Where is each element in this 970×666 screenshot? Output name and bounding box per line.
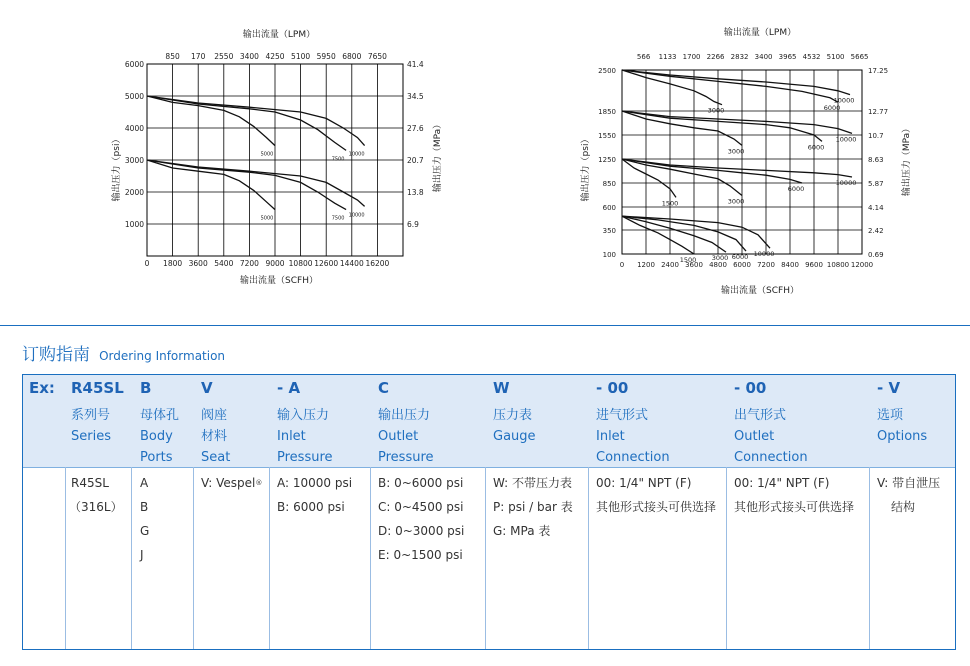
column-value: E: 0~1500 psi	[378, 548, 463, 562]
chart-right-xtoptick: 2832	[730, 53, 749, 61]
chart-right-series-label: 3000	[707, 106, 725, 115]
chart-right-xtick: 7200	[757, 261, 775, 269]
column-header	[378, 405, 434, 468]
chart-right-y2tick: 2.42	[868, 227, 884, 235]
chart-left-series-line	[147, 160, 346, 210]
column-value: W: 不带压力表	[493, 476, 573, 490]
chart-left-xtoptick: 4250	[265, 52, 285, 61]
column-header-zh: 压力表	[493, 408, 533, 423]
column-separator	[131, 467, 132, 649]
chart-right-ytick: 600	[602, 204, 616, 212]
chart-right-series-line	[622, 159, 852, 177]
column-values	[493, 471, 573, 543]
column-code: - A	[277, 379, 301, 397]
ex-label: Ex:	[29, 379, 55, 397]
column-header-zh: 输入压力	[277, 408, 330, 423]
ordering-table	[22, 374, 956, 650]
chart-left-xtoptick: 7650	[367, 52, 387, 61]
column-header-en2: Ports	[140, 450, 173, 465]
column-values	[378, 471, 464, 567]
chart-left-bottom-xlabel: 输出流量（SCFH）	[240, 276, 318, 286]
column-value: B	[140, 500, 149, 514]
chart-left-series-label: 5000	[260, 215, 274, 222]
chart-right-ytick: 1250	[598, 156, 616, 164]
chart-left-xtick: 12600	[314, 259, 339, 268]
chart-left-series-label: 7500	[331, 156, 345, 163]
chart-left-xtick: 7200	[239, 259, 259, 268]
chart-left-xtick: 1800	[163, 259, 183, 268]
chart-right-xtick: 3600	[685, 261, 703, 269]
ordering-title	[22, 340, 225, 365]
column-header-zh: 母体孔	[140, 408, 180, 423]
column-header-en: Outlet	[378, 429, 419, 444]
chart-left-ytick: 5000	[124, 92, 144, 101]
column-value: （316L）	[69, 500, 123, 514]
column-values	[596, 471, 716, 519]
chart-left-xtoptick: 2550	[214, 52, 234, 61]
column-separator	[269, 467, 270, 649]
column-value: 00: 1/4" NPT (F)	[734, 476, 830, 490]
chart-left-series-line	[147, 160, 365, 206]
column-code: C	[378, 379, 390, 397]
chart-right-xtick: 8400	[781, 261, 799, 269]
chart-right-series-label: 1500	[679, 256, 697, 264]
column-value: 其他形式接头可供选择	[734, 500, 855, 514]
ordering-title-en: Ordering Information	[99, 349, 226, 363]
chart-right-ylabel: 输出压力（psi）	[581, 134, 591, 202]
chart-left-y2tick: 27.6	[407, 124, 424, 133]
chart-right-ytick: 850	[602, 180, 616, 188]
chart-left-y2label: 输出压力（MPa）	[433, 119, 443, 193]
column-header-en: Series	[71, 429, 111, 444]
column-header-zh: 进气形式	[596, 408, 649, 423]
chart-right-ytick: 1550	[598, 132, 616, 140]
column-header-en2: Pressure	[277, 450, 333, 465]
column-header-en: Inlet	[277, 429, 306, 444]
chart-right-xtoptick: 3965	[778, 53, 797, 61]
chart-right-xtick: 9600	[805, 261, 823, 269]
column-header-zh: 系列号	[71, 408, 111, 423]
chart-right-series-line	[622, 111, 742, 145]
chart-left-xtick: 14400	[339, 259, 364, 268]
chart-left-xtoptick: 170	[191, 52, 206, 61]
column-header-en2: Connection	[596, 450, 670, 465]
chart-right-y2tick: 12.77	[868, 108, 889, 116]
chart-right-xtoptick: 566	[636, 53, 651, 61]
chart-right-xtick: 12000	[850, 261, 874, 269]
chart-right-xtick: 2400	[661, 261, 679, 269]
column-value: 其他形式接头可供选择	[596, 500, 717, 514]
column-value: D: 0~3000 psi	[378, 524, 465, 538]
chart-left-xtick: 0	[144, 259, 150, 268]
column-values	[201, 471, 262, 495]
chart-right-series-label: 6000	[823, 104, 841, 113]
column-header	[201, 405, 230, 468]
column-header-zh: 输出压力	[378, 408, 431, 423]
chart-left-ytick: 1000	[124, 220, 144, 229]
column-header-en: 材料	[201, 429, 228, 444]
column-header-en: Outlet	[734, 429, 775, 444]
column-value: A: 10000 psi	[277, 476, 353, 490]
chart-left-series-label: 7500	[331, 215, 345, 222]
column-values	[877, 471, 940, 519]
chart-left-xtick: 5400	[214, 259, 234, 268]
column-separator	[193, 467, 194, 649]
chart-right-series-label: 3000	[727, 197, 745, 206]
chart-right-xtick: 1200	[637, 261, 655, 269]
ordering-title-zh: 订购指南	[22, 345, 90, 365]
column-separator	[588, 467, 589, 649]
column-value: P: psi / bar 表	[493, 500, 573, 514]
column-value: C: 0~4500 psi	[378, 500, 464, 514]
section-divider	[0, 325, 970, 326]
chart-left-top-xlabel: 输出流量（LPM）	[242, 30, 316, 40]
chart-right-xtoptick: 5665	[850, 53, 869, 61]
chart-right-xtoptick: 1133	[658, 53, 677, 61]
chart-right-y2tick: 4.14	[868, 204, 884, 212]
chart-right-y2label: 输出压力（MPa）	[902, 123, 912, 197]
column-code: W	[493, 379, 510, 397]
column-code: B	[140, 379, 152, 397]
column-values	[71, 471, 123, 519]
column-code: R45SL	[71, 379, 124, 397]
column-value: V: Vespel®	[201, 476, 263, 490]
chart-right-xtoptick: 2266	[706, 53, 725, 61]
chart-right-top-xlabel: 输出流量（LPM）	[723, 28, 797, 38]
column-separator	[726, 467, 727, 649]
chart-left-y2tick: 34.5	[407, 92, 424, 101]
column-value: 结构	[891, 500, 916, 514]
column-values	[277, 471, 352, 519]
column-header-zh: 阀座	[201, 408, 228, 423]
chart-left-ytick: 3000	[124, 156, 144, 165]
chart-right-xtoptick: 4532	[802, 53, 821, 61]
chart-right-y2tick: 17.25	[868, 67, 889, 75]
chart-right-xtick: 4800	[709, 261, 727, 269]
column-header-en: Gauge	[493, 429, 536, 444]
column-header	[877, 405, 927, 447]
chart-left-y2tick: 6.9	[407, 220, 419, 229]
column-values	[140, 471, 149, 567]
chart-right-y2tick: 5.87	[868, 180, 884, 188]
column-values	[734, 471, 854, 519]
chart-left-y2tick: 13.8	[407, 188, 424, 197]
column-header	[493, 405, 536, 447]
chart-left-series-label: 5000	[260, 151, 274, 158]
column-header-en: Body	[140, 429, 173, 444]
column-separator	[65, 467, 66, 649]
column-value: 00: 1/4" NPT (F)	[596, 476, 692, 490]
chart-right-series-label: 3000	[711, 254, 729, 263]
chart-right-series-label: 1500	[661, 199, 679, 208]
chart-left-xtoptick: 5100	[291, 52, 311, 61]
chart-right-series-line	[622, 216, 694, 254]
column-header	[734, 405, 808, 468]
chart-right-series-label: 10000	[835, 135, 857, 144]
chart-right-series-label: 10000	[833, 96, 855, 105]
chart-right-series-line	[622, 159, 742, 196]
chart-right-xtick: 0	[619, 261, 625, 269]
column-code: V	[201, 379, 213, 397]
chart-right-xtick: 6000	[733, 261, 751, 269]
chart-left-xtick: 10800	[288, 259, 313, 268]
column-separator	[370, 467, 371, 649]
chart-right-y2tick: 10.7	[868, 132, 884, 140]
chart-left-xtoptick: 3400	[239, 52, 259, 61]
column-header-en2: Connection	[734, 450, 808, 465]
column-value: B: 0~6000 psi	[378, 476, 464, 490]
chart-left-ytick: 4000	[124, 124, 144, 133]
chart-left-xtick: 16200	[365, 259, 390, 268]
chart-right-xtoptick: 1700	[682, 53, 701, 61]
chart-left-xtick: 9000	[265, 259, 285, 268]
chart-right-ytick: 2500	[598, 67, 616, 75]
chart-right-series-line	[622, 111, 822, 141]
chart-right-ytick: 1850	[598, 108, 616, 116]
chart-left-series-line	[147, 96, 346, 150]
chart-right-ytick: 350	[602, 227, 616, 235]
column-header-en: Options	[877, 429, 928, 444]
chart-right-series-line	[622, 70, 850, 95]
column-header	[596, 405, 670, 468]
chart-right-series-line	[622, 216, 746, 251]
column-separator	[869, 467, 870, 649]
chart-left-ytick: 2000	[124, 188, 144, 197]
chart-left-y2tick: 20.7	[407, 156, 424, 165]
column-value: G	[140, 524, 150, 538]
column-value: A	[140, 476, 149, 490]
column-header	[140, 405, 179, 468]
chart-right-series-label: 6000	[807, 143, 825, 152]
registered-mark: ®	[255, 479, 263, 487]
column-header	[71, 405, 111, 447]
chart-left-xtoptick: 6800	[342, 52, 362, 61]
chart-left-xtoptick: 850	[165, 52, 180, 61]
chart-right-series-label: 10000	[753, 250, 775, 259]
chart-right-xtoptick: 3400	[754, 53, 773, 61]
column-value: V: 带自泄压	[877, 476, 941, 490]
chart-left-ylabel: 输出压力（psi）	[112, 134, 122, 202]
chart-right-series-label: 10000	[835, 179, 857, 187]
chart-left-ytick: 6000	[124, 60, 144, 69]
chart-right-y2tick: 8.63	[868, 156, 884, 164]
chart-right-series-label: 3000	[727, 147, 745, 156]
column-value: R45SL	[71, 476, 109, 490]
flow-chart-right	[572, 20, 927, 305]
chart-right-xtoptick: 5100	[826, 53, 845, 61]
chart-right-y2tick: 0.69	[868, 251, 884, 259]
column-code: - 00	[734, 379, 767, 397]
column-code: - 00	[596, 379, 629, 397]
chart-left-series-label: 10000	[348, 212, 365, 219]
flow-chart-left	[95, 20, 455, 290]
chart-right-series-label: 6000	[787, 185, 805, 193]
chart-left-xtick: 3600	[188, 259, 208, 268]
chart-left-y2tick: 41.4	[407, 60, 424, 69]
column-header-zh: 选项	[877, 408, 904, 423]
column-value: G: MPa 表	[493, 524, 551, 538]
column-header-en: Inlet	[596, 429, 625, 444]
column-value: J	[140, 548, 144, 562]
chart-right-ytick: 100	[602, 251, 616, 259]
column-header-zh: 出气形式	[734, 408, 787, 423]
column-code: - V	[877, 379, 901, 397]
column-header-en2: Pressure	[378, 450, 434, 465]
column-header	[277, 405, 333, 468]
column-separator	[485, 467, 486, 649]
chart-right-xtick: 10800	[826, 261, 850, 269]
column-value: B: 6000 psi	[277, 500, 345, 514]
chart-right-series-label: 6000	[731, 253, 749, 262]
column-header-en2: Seat	[201, 450, 231, 465]
chart-right-bottom-xlabel: 输出流量（SCFH）	[721, 286, 799, 296]
chart-left-xtoptick: 5950	[316, 52, 336, 61]
chart-left-series-label: 10000	[348, 151, 365, 158]
